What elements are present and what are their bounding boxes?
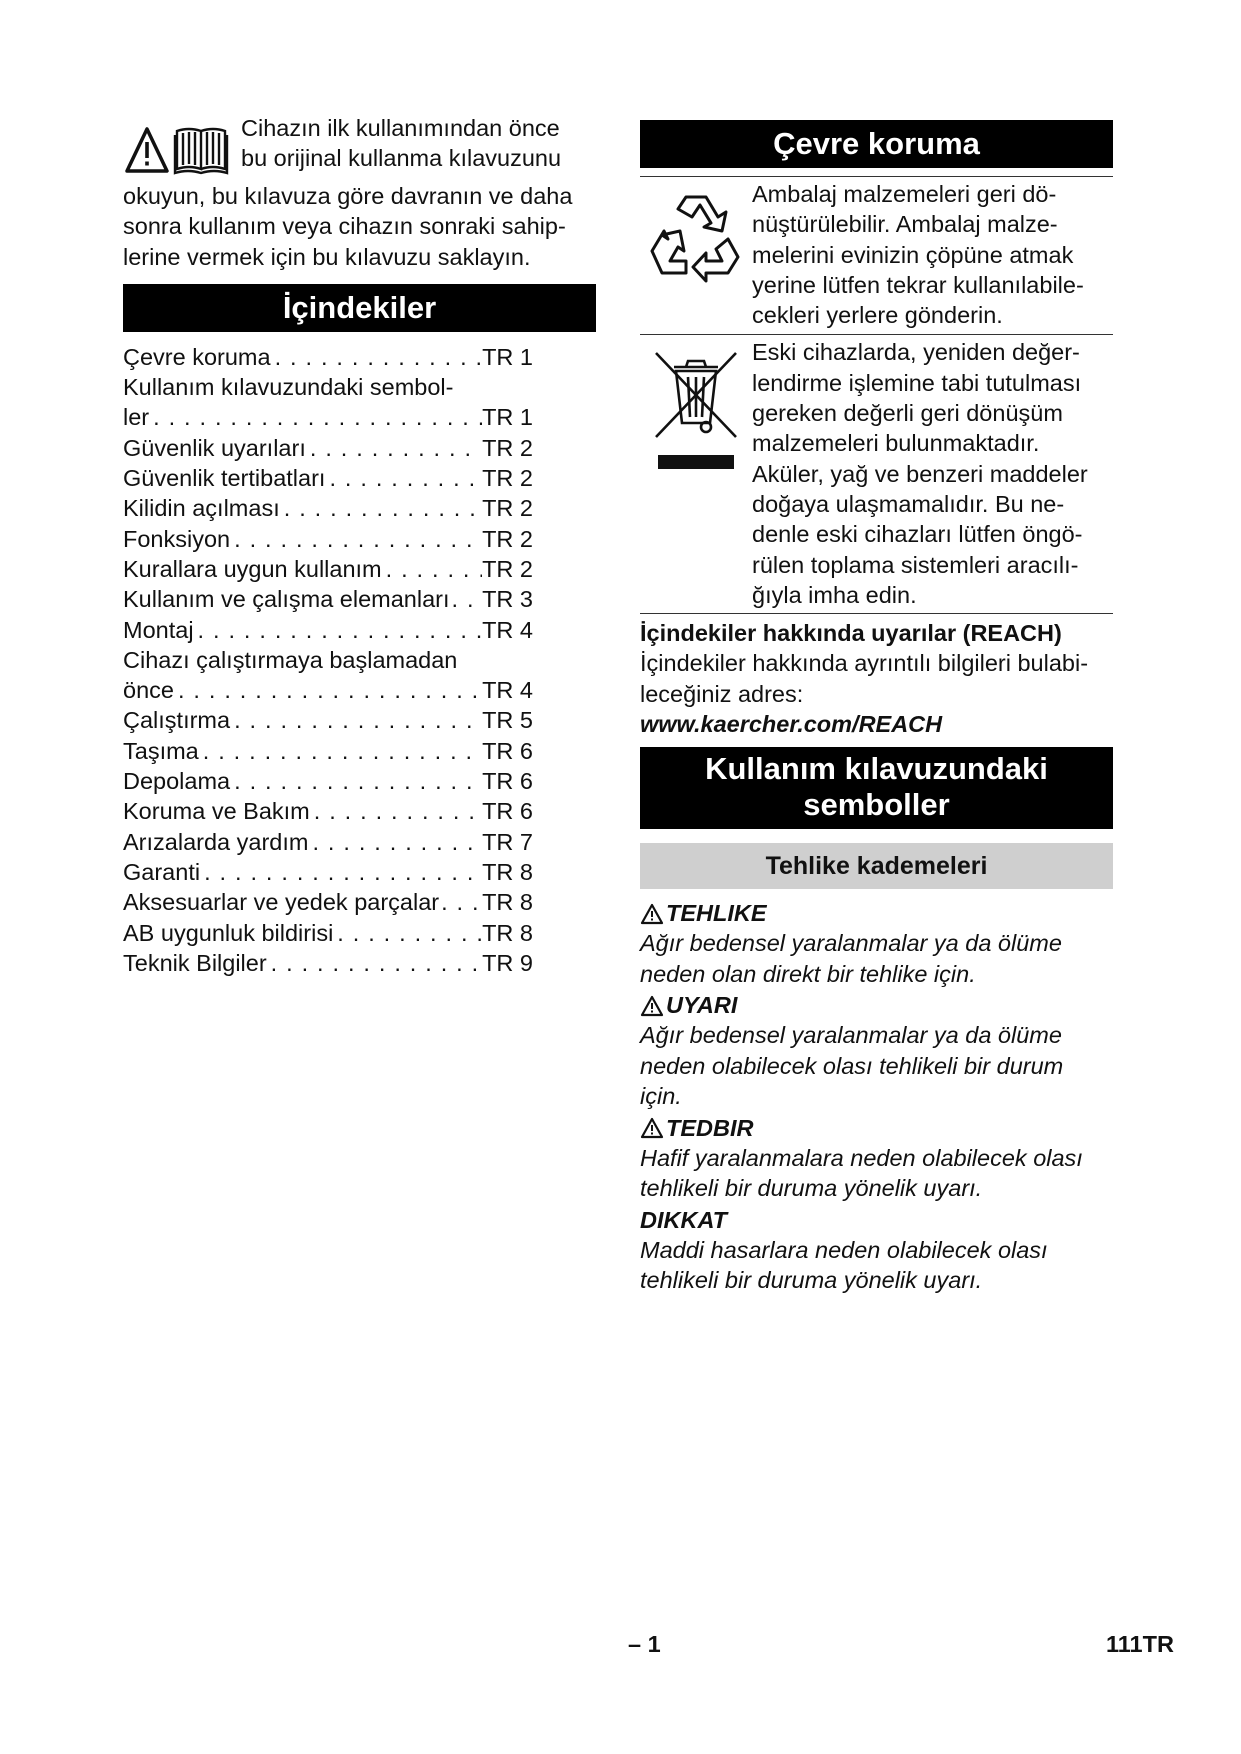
weee-text-line: gereken değerli geri dönüşüm [752, 400, 1063, 427]
hazard-level-text: Maddi hasarlara neden olabilecek olası [640, 1236, 1048, 1263]
toc-item-title: Taşıma [123, 737, 199, 764]
reach-heading: İçindekiler hakkında uyarılar (REACH) [640, 620, 1062, 647]
page-number: – 1 [628, 1631, 661, 1657]
hazard-levels-title: Tehlike kademeleri [640, 843, 1113, 889]
hazard-level-text: Ağır bedensel yaralanmalar ya da ölüme [640, 930, 1062, 957]
toc-item-title: Depolama [123, 768, 231, 795]
intro-line: lerine vermek için bu kılavuzu saklayın. [123, 243, 531, 270]
hazard-level-caution [640, 1114, 1113, 1204]
toc-item-title: Koruma ve Bakım [123, 798, 310, 825]
toc-item-page: TR 4 [482, 616, 533, 643]
toc-item-title: AB uygunluk bildirisi [123, 919, 334, 946]
hazard-level-warning [640, 991, 1113, 1112]
toc-item[interactable] [123, 402, 533, 432]
recycle-text-line: Ambalaj malzemeleri geri dö- [752, 181, 1057, 207]
toc-item[interactable] [123, 342, 533, 372]
toc-item-page: TR 8 [482, 889, 533, 916]
toc-item[interactable] [123, 433, 533, 463]
toc-title: İçindekiler [123, 284, 596, 332]
weee-text-line: Aküler, yağ ve benzeri maddeler [752, 460, 1088, 487]
warning-triangle-icon [640, 1117, 664, 1139]
manual-book-icon [175, 129, 227, 173]
warning-triangle-icon [127, 129, 167, 171]
toc-item[interactable] [123, 766, 533, 796]
hazard-level-text: Ağır bedensel yaralanmalar ya da ölüme [640, 1022, 1062, 1049]
toc-item-title: Garanti [123, 858, 201, 885]
reach-text-line: leceğiniz adres: [640, 680, 804, 707]
recycle-text-line: melerini evinizin çöpüne atmak [752, 241, 1074, 268]
toc-item-page: TR 1 [482, 404, 533, 431]
symbols-title-line: Kullanım kılavuzundaki [705, 751, 1048, 787]
hazard-level-text: tehlikeli bir duruma yönelik uyarı. [640, 1175, 983, 1202]
toc-item-title: Fonksiyon [123, 525, 231, 552]
toc-item-page: TR 2 [482, 465, 533, 492]
toc-item-page: TR 3 [482, 586, 533, 613]
toc-item-title: Çalıştırma [123, 707, 231, 734]
table-of-contents [123, 342, 596, 978]
toc-item[interactable] [123, 857, 533, 887]
symbols-title-line: semboller [803, 787, 950, 823]
toc-item[interactable] [123, 615, 533, 645]
warning-triangle-icon [640, 995, 664, 1017]
toc-item-title: ler [123, 404, 150, 431]
toc-item-title: Güvenlik tertibatları [123, 465, 326, 492]
hazard-level-text: tehlikeli bir duruma yönelik uyarı. [640, 1267, 983, 1294]
weee-text-line: lendirme işlemine tabi tutulması [752, 369, 1082, 396]
toc-item-title: önce [123, 677, 174, 704]
intro-line: sonra kullanım veya cihazın sonraki sahip- [123, 213, 566, 240]
toc-item-title: Teknik Bilgiler [123, 949, 267, 976]
toc-item[interactable] [123, 584, 533, 614]
toc-item-title: Montaj [123, 616, 194, 643]
left-column [123, 113, 596, 978]
toc-item-page: TR 9 [482, 949, 533, 976]
intro-line: bu orijinal kullanma kılavuzunu [241, 145, 562, 172]
toc-item[interactable] [123, 796, 533, 826]
toc-item-page: TR 6 [482, 798, 533, 825]
environment-title: Çevre koruma [640, 120, 1113, 168]
recycle-text-line: nüştürülebilir. Ambalaj malze- [752, 211, 1058, 238]
toc-item-page: TR 2 [482, 555, 533, 582]
document-code: 111TR [1106, 1631, 1174, 1657]
weee-text-line: denle eski cihazları lütfen öngö- [752, 521, 1083, 548]
toc-item[interactable] [123, 463, 533, 493]
weee-notice [640, 334, 1113, 610]
warning-manual-icon [125, 123, 235, 181]
toc-item-title: Kilidin açılması [123, 495, 280, 522]
toc-item-page: TR 4 [482, 677, 533, 704]
weee-text-line: malzemeleri bulunmaktadır. [752, 430, 1040, 457]
toc-item-title: Çevre koruma [123, 343, 271, 370]
reach-link[interactable]: www.kaercher.com/REACH [640, 711, 943, 738]
toc-item-title-line1: Kullanım kılavuzundaki sembol- [123, 374, 454, 401]
toc-item-page: TR 1 [482, 343, 533, 370]
intro-notice [123, 113, 596, 272]
toc-item-page: TR 6 [482, 768, 533, 795]
toc-item-title: Güvenlik uyarıları [123, 434, 306, 461]
toc-item[interactable] [123, 918, 533, 948]
intro-line: Cihazın ilk kullanımından önce [241, 115, 560, 141]
hazard-level-notice [640, 1206, 1113, 1296]
warning-triangle-icon [640, 903, 664, 925]
crossed-bin-icon [648, 345, 744, 485]
toc-item-page: TR 6 [482, 737, 533, 764]
toc-item-page: TR 2 [482, 525, 533, 552]
recycle-text-line: yerine lütfen tekrar kullanılabile- [752, 271, 1084, 298]
toc-item-page: TR 8 [482, 858, 533, 885]
hazard-level-text: için. [640, 1083, 682, 1110]
toc-item[interactable] [123, 705, 533, 735]
intro-line: okuyun, bu kılavuza göre davranın ve daha [123, 183, 573, 209]
hazard-level-label: DIKKAT [640, 1206, 728, 1233]
recycle-icon [648, 187, 744, 283]
toc-item[interactable] [123, 524, 533, 554]
toc-item-page: TR 2 [482, 434, 533, 461]
recycle-text-line: cekleri yerlere gönderin. [752, 302, 1003, 329]
hazard-level-text: neden olan direkt bir tehlike için. [640, 960, 976, 987]
hazard-level-danger [640, 899, 1113, 989]
toc-item[interactable] [123, 554, 533, 584]
hazard-level-text: Hafif yaralanmalara neden olabilecek olası [640, 1144, 1083, 1171]
recycle-notice [640, 176, 1113, 330]
toc-item-page: TR 2 [482, 495, 533, 522]
toc-item[interactable] [123, 493, 533, 523]
symbols-title [640, 747, 1113, 829]
toc-item-title: Kullanım ve çalışma elemanları [123, 586, 450, 613]
right-column [640, 120, 1113, 1296]
toc-item-title: Aksesuarlar ve yedek parçalar [123, 889, 440, 916]
toc-item-page: TR 8 [482, 919, 533, 946]
toc-item[interactable] [123, 887, 533, 917]
weee-text-line: rülen toplama sistemleri aracılı- [752, 551, 1079, 578]
toc-item[interactable] [123, 675, 533, 705]
hazard-level-text: neden olabilecek olası tehlikeli bir durum [640, 1052, 1064, 1079]
toc-item-title-line1: Cihazı çalıştırmaya başlamadan [123, 646, 458, 673]
toc-item-page: TR 5 [482, 707, 533, 734]
hazard-level-label: TEDBIR [666, 1114, 754, 1141]
weee-text-line: Eski cihazlarda, yeniden değer- [752, 339, 1080, 366]
hazard-level-label: UYARI [666, 992, 738, 1019]
toc-item-page: TR 7 [482, 828, 533, 855]
toc-item[interactable] [123, 827, 533, 857]
weee-text-line: ğıyla imha edin. [752, 581, 917, 608]
hazard-level-label: TEHLIKE [666, 900, 767, 927]
reach-text-line: İçindekiler hakkında ayrıntılı bilgileri bulabi- [640, 650, 1089, 677]
toc-item-title: Kurallara uygun kullanım [123, 555, 382, 582]
divider [640, 613, 1113, 614]
weee-text-line: doğaya ulaşmamalıdır. Bu ne- [752, 490, 1065, 517]
toc-item[interactable] [123, 736, 533, 766]
toc-item[interactable] [123, 948, 533, 978]
toc-item-title: Arızalarda yardım [123, 828, 309, 855]
